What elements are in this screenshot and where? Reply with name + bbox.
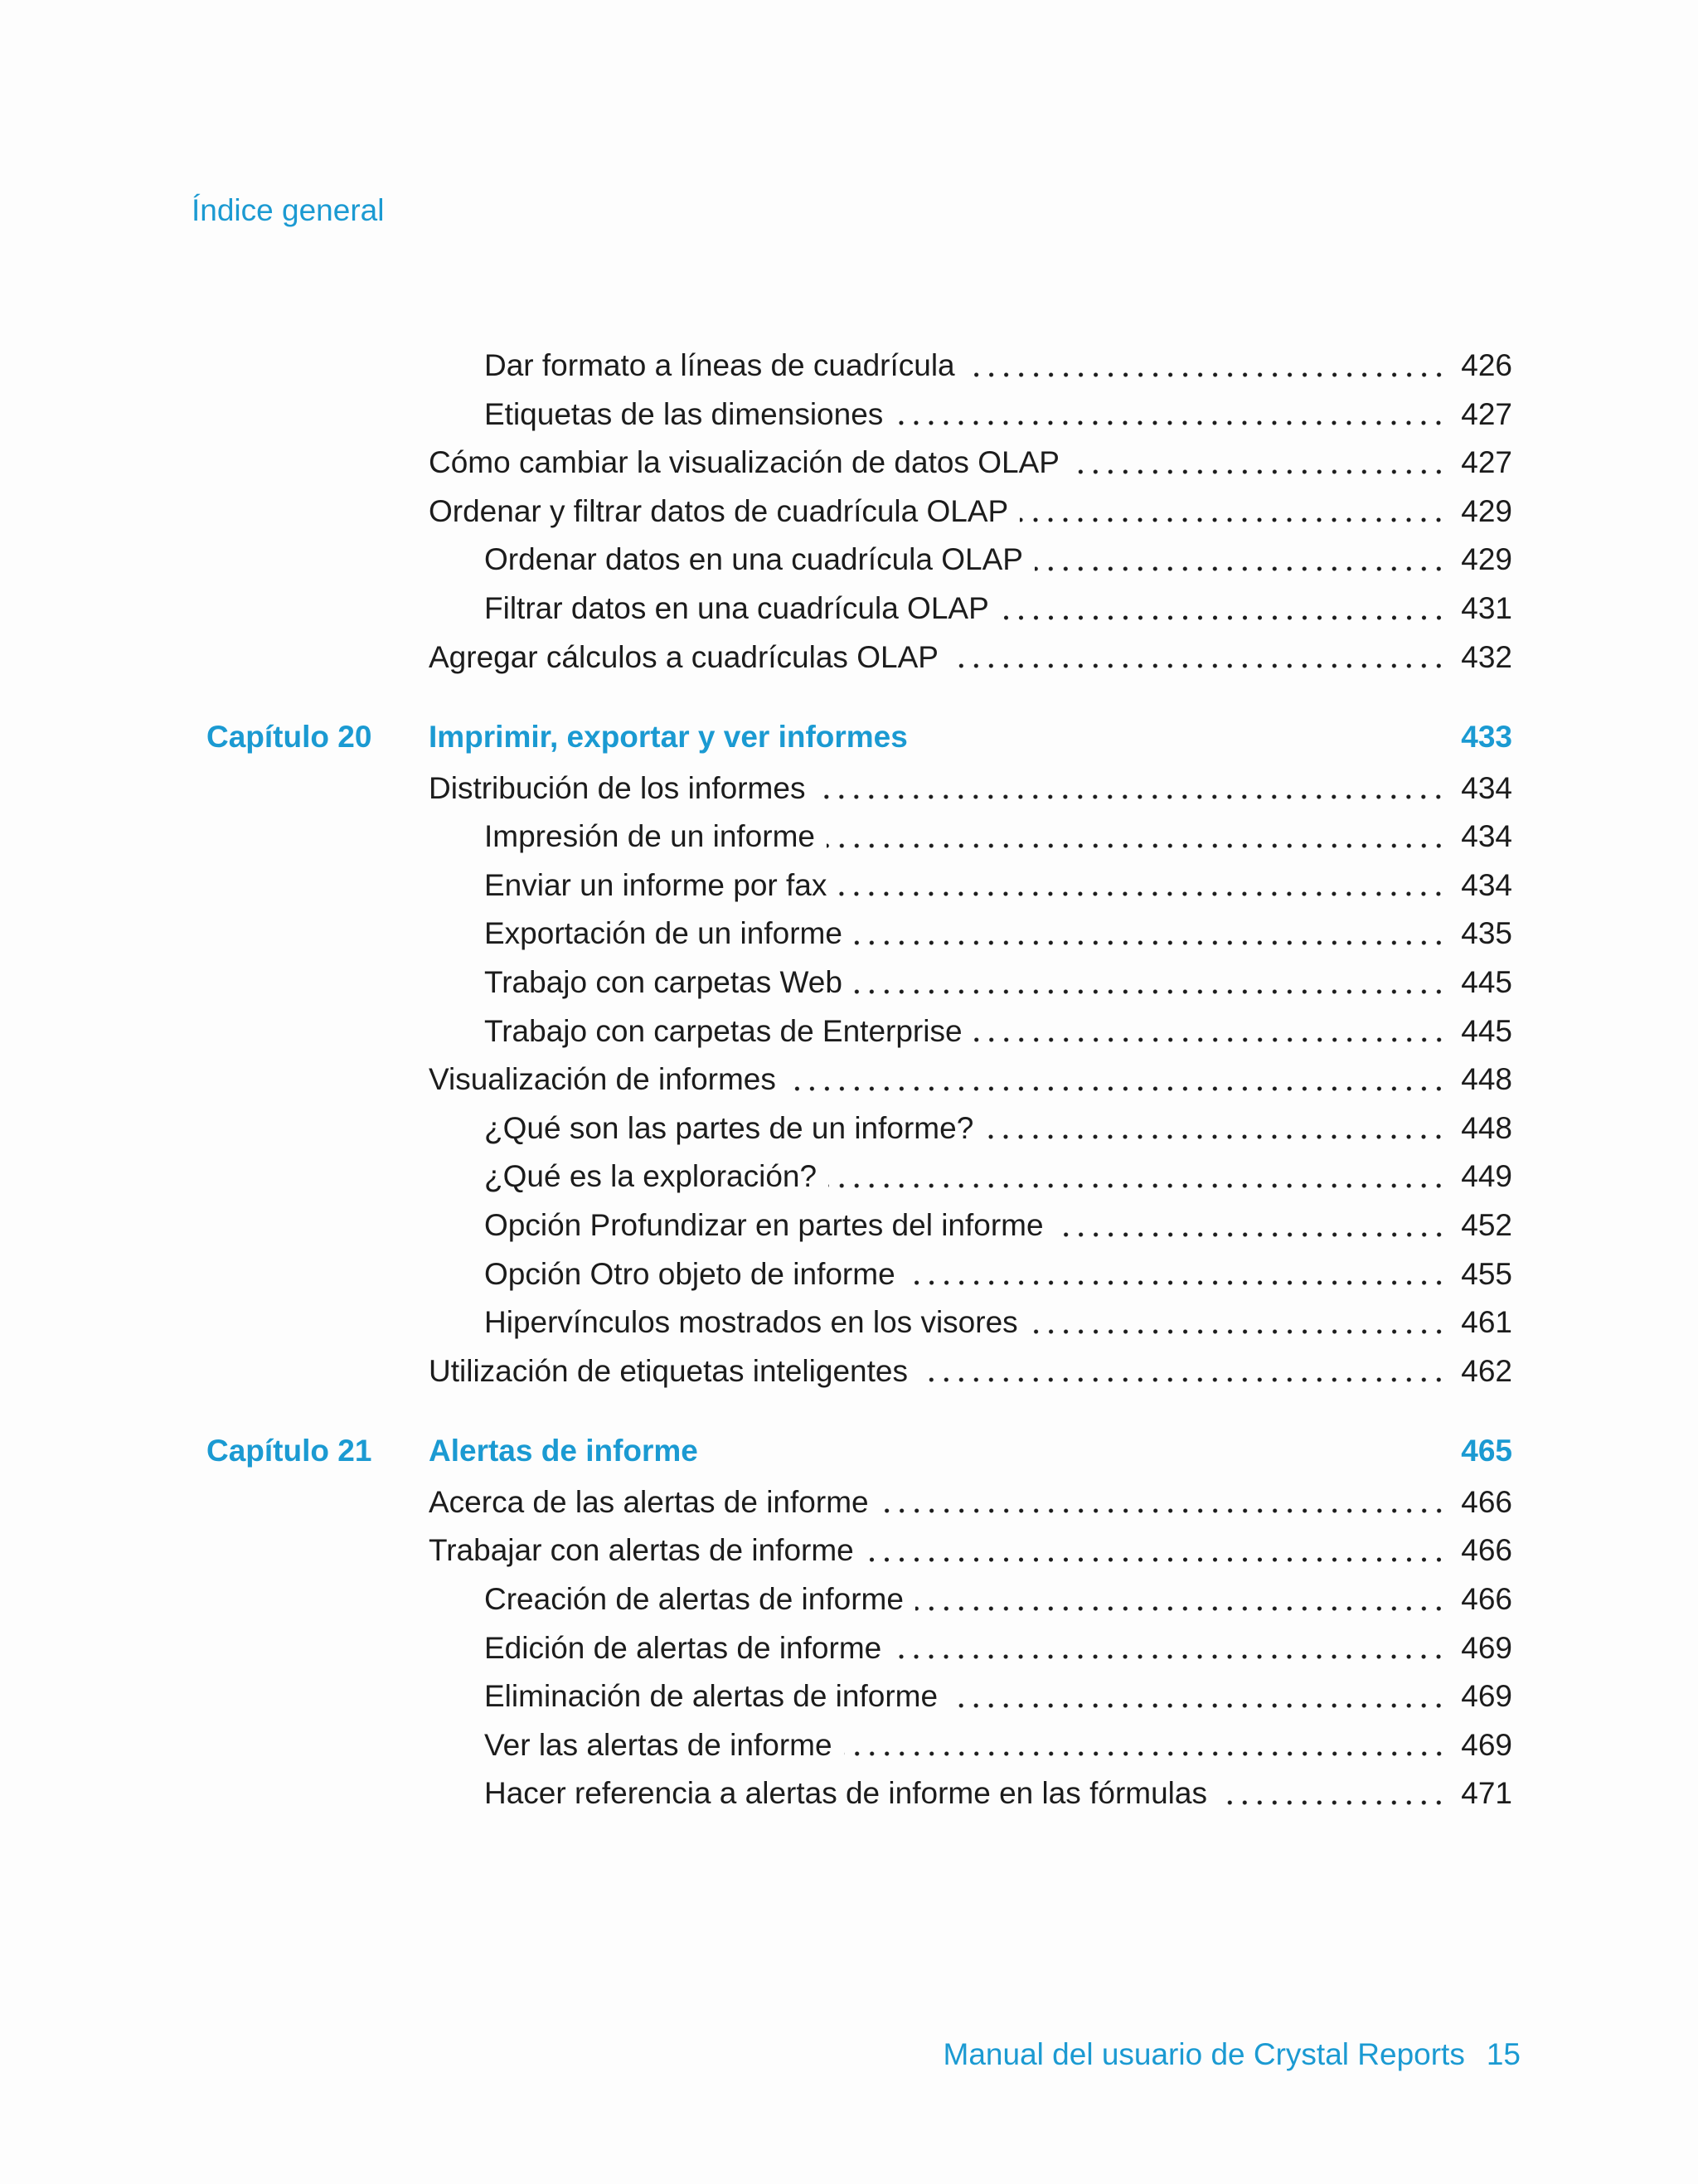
toc-entry[interactable] — [0, 1347, 1698, 1396]
toc-entry[interactable] — [0, 1478, 1698, 1527]
toc-entry-page: 469 — [1461, 1630, 1512, 1665]
toc-entry-page: 426 — [1461, 348, 1512, 382]
toc-entry-page: 434 — [1461, 819, 1512, 854]
toc-entry-title: Ver las alertas de informe — [484, 1727, 832, 1762]
dot-leader — [915, 1575, 1446, 1624]
toc-entry-title: Impresión de un informe — [484, 819, 815, 854]
toc-entry-page: 466 — [1461, 1582, 1512, 1617]
toc-entry-page: 466 — [1461, 1533, 1512, 1568]
toc-entry-title: Exportación de un informe — [484, 916, 842, 951]
toc-entry-page: 434 — [1461, 867, 1512, 902]
toc-entry[interactable] — [0, 1575, 1698, 1624]
toc-entry-title: Creación de alertas de informe — [484, 1582, 904, 1617]
footer-manual-title: Manual del usuario de Crystal Reports — [943, 2037, 1465, 2071]
dot-leader — [828, 1153, 1446, 1201]
chapter-label: Capítulo 20 — [206, 719, 372, 754]
toc-entry-page: 469 — [1461, 1727, 1512, 1762]
toc-entry-page: 427 — [1461, 445, 1512, 480]
running-head: Índice general — [192, 193, 385, 227]
dot-leader — [895, 391, 1446, 439]
toc-entry[interactable] — [0, 1104, 1698, 1153]
toc-entry-page: 434 — [1461, 770, 1512, 805]
dot-leader — [949, 1672, 1446, 1721]
toc-entry-page: 471 — [1461, 1776, 1512, 1811]
toc-entry-page: 445 — [1461, 1013, 1512, 1048]
toc-entry-title: Opción Otro objeto de informe — [484, 1256, 895, 1291]
toc-entry-page: 449 — [1461, 1159, 1512, 1194]
chapter-title: Imprimir, exportar y ver informes — [429, 719, 908, 754]
page-number: 15 — [1486, 2037, 1521, 2071]
toc-entry[interactable] — [0, 342, 1698, 391]
toc-entry[interactable] — [0, 439, 1698, 488]
toc-entry-title: Dar formato a líneas de cuadrícula — [484, 348, 955, 382]
toc-entry-page: 427 — [1461, 396, 1512, 431]
toc-entry[interactable] — [0, 1298, 1698, 1347]
toc-entry-title: Hipervínculos mostrados en los visores — [484, 1305, 1018, 1340]
toc-entry-title: Distribución de los informes — [429, 770, 806, 805]
toc-entry[interactable] — [0, 1624, 1698, 1673]
toc-section — [0, 342, 1698, 682]
toc-entry[interactable] — [0, 633, 1698, 682]
toc-entry[interactable] — [0, 910, 1698, 959]
toc-entry-page: 461 — [1461, 1305, 1512, 1340]
dot-leader — [1001, 585, 1447, 633]
toc-entry-page: 448 — [1461, 1062, 1512, 1097]
toc-entry-title: Visualización de informes — [429, 1062, 776, 1097]
dot-leader — [893, 1624, 1446, 1673]
dot-leader — [817, 764, 1446, 813]
toc-entry-title: Ordenar datos en una cuadrícula OLAP — [484, 542, 1023, 577]
toc-entry-page: 462 — [1461, 1353, 1512, 1388]
toc-entry-title: ¿Qué son las partes de un informe? — [484, 1110, 974, 1145]
toc-chapter-heading[interactable] — [0, 713, 1698, 762]
toc-entry-title: Trabajo con carpetas de Enterprise — [484, 1013, 963, 1048]
dot-leader — [1030, 1298, 1447, 1347]
toc-entry-title: Cómo cambiar la visualización de datos OLAP — [429, 445, 1060, 480]
dot-leader — [788, 1056, 1446, 1104]
dot-leader — [985, 1104, 1446, 1153]
dot-leader — [827, 813, 1446, 861]
toc-entry[interactable] — [0, 764, 1698, 813]
toc-entry[interactable] — [0, 391, 1698, 439]
toc-entry-title: Utilización de etiquetas inteligentes — [429, 1353, 908, 1388]
dot-leader — [974, 1007, 1447, 1056]
dot-leader — [919, 1347, 1446, 1396]
toc-entry-title: Enviar un informe por fax — [484, 867, 827, 902]
toc-section — [0, 1427, 1698, 1818]
toc-entry-page: 431 — [1461, 590, 1512, 625]
toc-entry-page: 452 — [1461, 1207, 1512, 1242]
toc-entry-title: ¿Qué es la exploración? — [484, 1159, 817, 1194]
dot-leader — [1219, 1769, 1446, 1818]
toc-entry[interactable] — [0, 1769, 1698, 1818]
toc-entry-page: 432 — [1461, 639, 1512, 674]
chapter-label: Capítulo 21 — [206, 1433, 372, 1468]
chapter-page: 465 — [1461, 1433, 1512, 1468]
toc-entry[interactable] — [0, 488, 1698, 536]
toc-entry[interactable] — [0, 1201, 1698, 1250]
toc-entry[interactable] — [0, 585, 1698, 633]
toc-entry[interactable] — [0, 536, 1698, 585]
table-of-contents — [0, 342, 1698, 1818]
toc-entry-page: 469 — [1461, 1679, 1512, 1714]
toc-entry[interactable] — [0, 1007, 1698, 1056]
toc-entry-title: Trabajar con alertas de informe — [429, 1533, 854, 1568]
toc-entry-page: 429 — [1461, 493, 1512, 528]
toc-entry[interactable] — [0, 1056, 1698, 1104]
toc-entry[interactable] — [0, 1526, 1698, 1575]
toc-entry-title: Eliminación de alertas de informe — [484, 1679, 939, 1714]
dot-leader — [881, 1478, 1447, 1527]
dot-leader — [1071, 439, 1446, 488]
toc-entry-title: Edición de alertas de informe — [484, 1630, 882, 1665]
dot-leader — [1055, 1201, 1447, 1250]
page-footer — [944, 2036, 1521, 2073]
chapter-page: 433 — [1461, 719, 1512, 754]
toc-entry[interactable] — [0, 1153, 1698, 1201]
toc-entry[interactable] — [0, 813, 1698, 861]
toc-entry[interactable] — [0, 1672, 1698, 1721]
toc-entry-page: 455 — [1461, 1256, 1512, 1291]
toc-entry-title: Etiquetas de las dimensiones — [484, 396, 884, 431]
toc-entry-page: 445 — [1461, 965, 1512, 1000]
toc-entry-page: 429 — [1461, 542, 1512, 577]
dot-leader — [844, 1721, 1447, 1770]
dot-leader — [838, 861, 1446, 910]
toc-entry[interactable] — [0, 861, 1698, 910]
toc-entry[interactable] — [0, 1721, 1698, 1770]
toc-entry[interactable] — [0, 1250, 1698, 1299]
toc-entry-title: Ordenar y filtrar datos de cuadrícula OLAP — [429, 493, 1009, 528]
toc-entry-title: Filtrar datos en una cuadrícula OLAP — [484, 590, 989, 625]
dot-leader — [950, 633, 1446, 682]
toc-entry-title: Opción Profundizar en partes del informe — [484, 1207, 1044, 1242]
toc-chapter-heading[interactable] — [0, 1427, 1698, 1476]
dot-leader — [1020, 488, 1446, 536]
dot-leader — [866, 1526, 1447, 1575]
toc-entry[interactable] — [0, 959, 1698, 1007]
toc-section — [0, 713, 1698, 1396]
toc-entry-page: 435 — [1461, 916, 1512, 951]
toc-entry-title: Hacer referencia a alertas de informe en las fórmulas — [484, 1776, 1207, 1811]
dot-leader — [907, 1250, 1447, 1299]
toc-entry-title: Trabajo con carpetas Web — [484, 965, 842, 1000]
dot-leader — [967, 342, 1447, 391]
dot-leader — [1035, 536, 1446, 585]
dot-leader — [854, 910, 1446, 959]
toc-entry-page: 466 — [1461, 1484, 1512, 1519]
chapter-title: Alertas de informe — [429, 1433, 698, 1468]
toc-entry-title: Acerca de las alertas de informe — [429, 1484, 869, 1519]
toc-entry-page: 448 — [1461, 1110, 1512, 1145]
toc-entry-title: Agregar cálculos a cuadrículas OLAP — [429, 639, 939, 674]
dot-leader — [854, 959, 1446, 1007]
